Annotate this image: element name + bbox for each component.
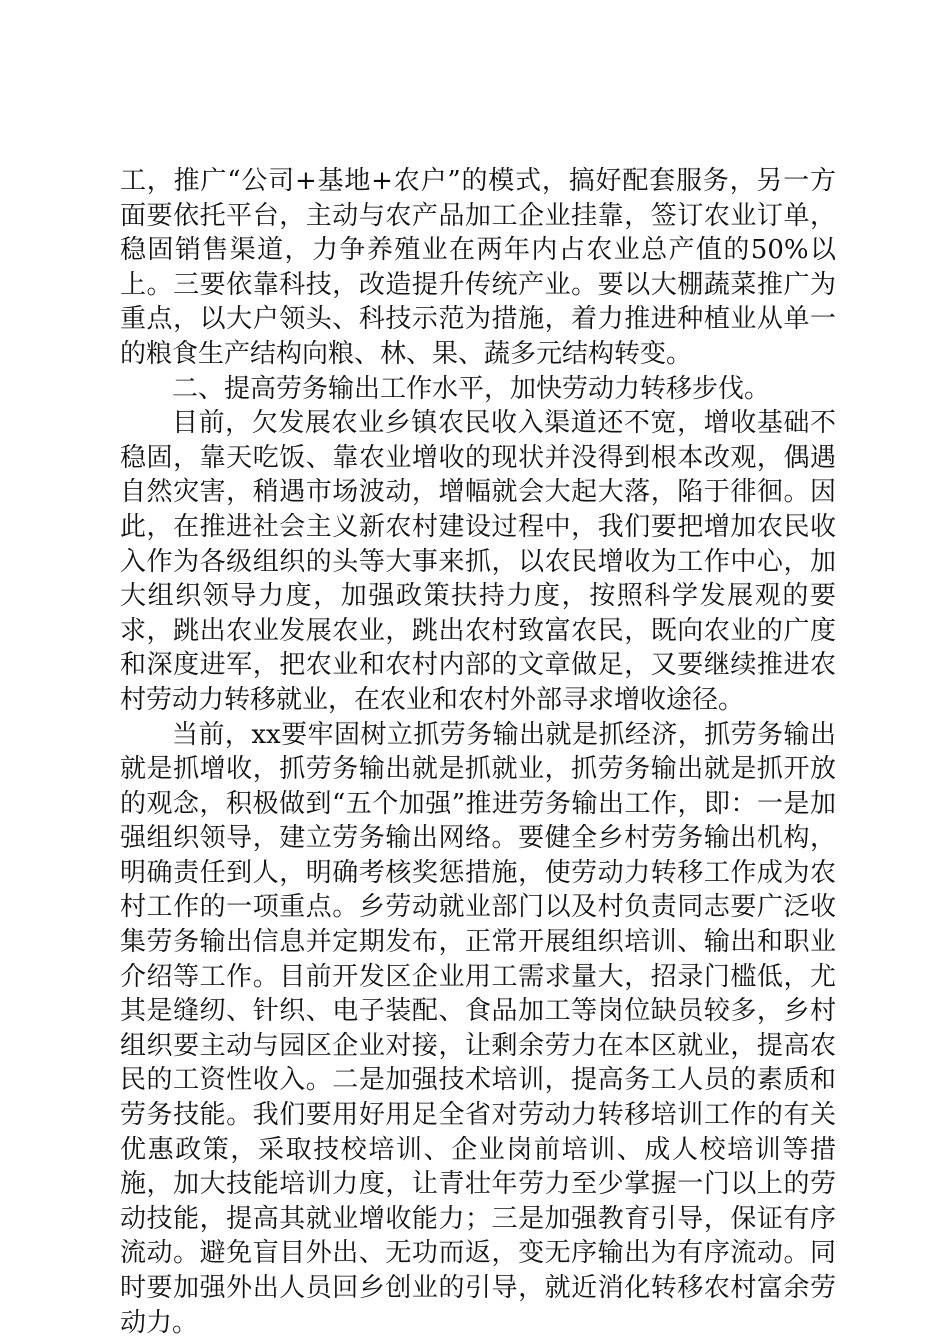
body-paragraph: 目前，欠发展农业乡镇农民收入渠道还不宽，增收基础不稳固，靠天吃饭、靠农业增收的现状并没得到根本改观，偶遇自然灾害，稍遇市场波动，增幅就会大起大落，陷于徘徊。因此，在推进社会主义新农村建设过程中，我们要把增加农民收入作为各级组织的头等大事来抓，以农民增收为工作中心，加大组织领导力度，加强政策扶持力度，按照科学发展观的要求，跳出农业发展农业，跳出农村致富农民，既向农业的广度和深度进军，把农业和农村内部的文章做足，又要继续推进农村劳动力转移就业，在农业和农村外部寻求增收途径。 (120, 408, 836, 715)
document-body (120, 164, 836, 1340)
body-paragraph-continued: 工，推广“公司+基地+农户”的模式，搞好配套服务，另一方面要依托平台，主动与农产品加工企业挂靠，签订农业订单，稳固销售渠道，力争养殖业在两年内占农业总产值的50%以上。三要依靠科技，改造提升传统产业。要以大棚蔬菜推广为重点，以大户领头、科技示范为措施，着力推进种植业从单一的粮食生产结构向粮、林、果、蔬多元结构转变。 (120, 166, 836, 369)
body-paragraph: 当前，xx要牢固树立抓劳务输出就是抓经济，抓劳务输出就是抓增收，抓劳务输出就是抓就业，抓劳务输出就是抓开放的观念，积极做到“五个加强”推进劳务输出工作，即：一是加强组织领导，建立劳务输出网络。要健全乡村劳务输出机构，明确责任到人，明确考核奖惩措施，使劳动力转移工作成为农村工作的一项重点。乡劳动就业部门以及村负责同志要广泛收集劳务输出信息并定期发布，正常开展组织培训、输出和职业介绍等工作。目前开发区企业用工需求量大，招录门槛低，尤其是缝纫、针织、电子装配、食品加工等岗位缺员较多，乡村组织要主动与园区企业对接，让剩余劳力在本区就业，提高农民的工资性收入。二是加强技术培训，提高务工人员的素质和劳务技能。我们要用好用足全省对劳动力转移培训工作的有关优惠政策，采取技校培训、企业岗前培训、成人校培训等措施，加大技能培训力度，让青壮年劳力至少掌握一门以上的劳动技能，提高其就业增收能力；三是加强教育引导，保证有序流动。避免盲目外出、无功而返，变无序输出为有序流动。同时要加强外出人员回乡创业的引导，就近消化转移农村富余劳动力。 (120, 719, 836, 1338)
section-heading-2: 二、提高劳务输出工作水平，加快劳动力转移步伐。 (172, 373, 771, 404)
